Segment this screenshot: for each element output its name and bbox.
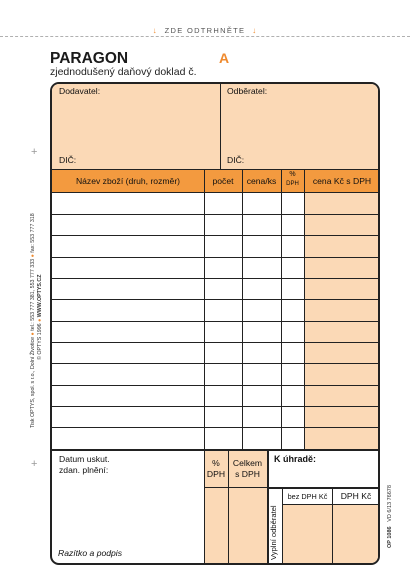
bullet-icon: ● <box>37 318 43 322</box>
table-row[interactable] <box>52 385 380 406</box>
crosshair-icon: + <box>31 458 38 470</box>
divider <box>52 169 380 170</box>
printer-imprint <box>30 213 36 428</box>
form-code <box>387 485 393 548</box>
supplier-box[interactable] <box>52 84 220 169</box>
column-header-vat: DPH <box>286 181 299 187</box>
copyright-text: © OPTYS 1996 <box>37 323 43 360</box>
supplier-vat-label: DIČ: <box>59 155 77 165</box>
table-row[interactable] <box>52 300 380 321</box>
customer-vat-label: DIČ: <box>227 155 245 165</box>
supplier-label: Dodavatel: <box>59 86 101 96</box>
vat-pct-label: % <box>212 458 220 468</box>
customer-box[interactable] <box>221 84 380 169</box>
copy-letter: A <box>219 50 230 66</box>
stamp-signature-label: Razítko a podpis <box>58 548 123 558</box>
divider <box>220 84 221 169</box>
table-row[interactable] <box>52 321 380 342</box>
divider <box>204 169 205 450</box>
divider <box>204 487 267 488</box>
printer-phone: tel.: 553 777 381, 553 777 333 <box>30 258 36 331</box>
divider <box>282 504 380 505</box>
total-with-vat-label: s DPH <box>235 469 260 479</box>
tear-off-instruction <box>0 26 410 35</box>
bullet-icon: ● <box>30 332 36 336</box>
table-row[interactable] <box>52 236 380 257</box>
without-vat-label: bez DPH Kč <box>287 492 328 501</box>
table-row[interactable] <box>52 193 380 214</box>
tear-line <box>0 36 410 37</box>
amount-due-label: K úhradě: <box>274 454 317 464</box>
column-header-quantity: počet <box>212 176 234 186</box>
printer-web: WWW.OPTYS.CZ <box>37 274 43 318</box>
divider <box>242 169 243 450</box>
vat-breakdown-box <box>282 504 380 563</box>
table-row[interactable] <box>52 342 380 363</box>
table-row[interactable] <box>52 257 380 278</box>
table-row[interactable] <box>52 278 380 299</box>
bullet-icon: ● <box>30 254 36 258</box>
table-row[interactable] <box>52 364 380 385</box>
customer-label: Odběratel: <box>227 86 268 96</box>
tax-date-label: zdan. plnění: <box>59 465 109 475</box>
receipt-form <box>50 82 380 565</box>
vat-czk-label: DPH Kč <box>340 491 372 501</box>
table-row[interactable] <box>52 428 380 449</box>
date-label: Datum uskut. <box>59 454 110 464</box>
column-header-item-name: Název zboží (druh, rozměr) <box>75 176 181 186</box>
printer-fax: fax: 553 777 318 <box>30 213 36 253</box>
printer-copyright <box>37 275 43 360</box>
table-row[interactable] <box>52 214 380 235</box>
crosshair-icon: + <box>31 146 38 158</box>
total-label: Celkem <box>232 458 263 468</box>
divider <box>304 169 305 450</box>
vat-label: DPH <box>206 469 226 479</box>
column-header-vat-pct: % <box>289 171 296 178</box>
customer-fills-label: Vyplní odběratel <box>269 505 278 560</box>
arrow-down-icon: ↓ <box>152 26 158 35</box>
tear-off-text: ZDE ODTRHNĚTE <box>164 26 246 35</box>
document-title: PARAGON <box>50 50 129 67</box>
column-header-price-with-vat: cena Kč s DPH <box>312 176 372 186</box>
printer-company: Tisk OPTYS, spol. s r.o., Dolní Životice <box>30 336 36 428</box>
form-code-number: OP 1086 <box>387 526 393 548</box>
divider <box>281 169 282 450</box>
document-subtitle: zjednodušený daňový doklad č. <box>50 66 197 78</box>
arrow-down-icon: ↓ <box>252 26 258 35</box>
form-version: VD 6/13 76678 <box>387 485 393 522</box>
divider <box>268 487 380 489</box>
table-row[interactable] <box>52 406 380 427</box>
column-header-unit-price: cena/ks <box>246 176 277 186</box>
